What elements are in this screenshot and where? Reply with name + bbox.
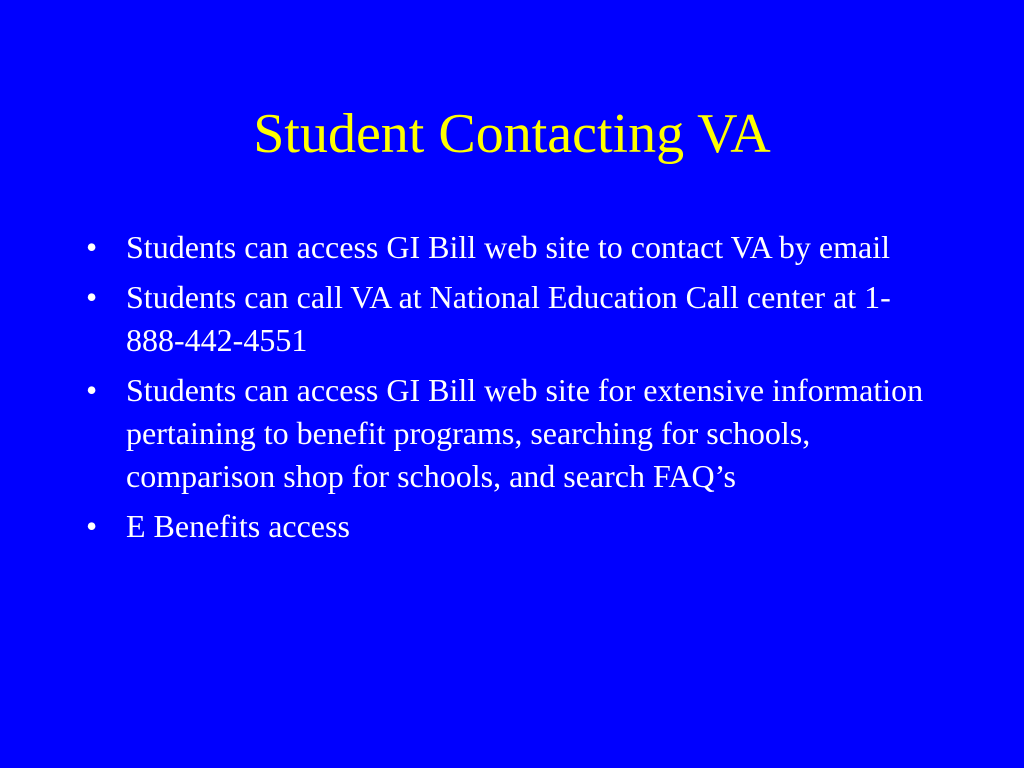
bullet-list bbox=[86, 226, 946, 555]
bullet-dot: • bbox=[86, 508, 98, 544]
bullet-item bbox=[86, 226, 946, 269]
bullet-dot: • bbox=[86, 279, 98, 315]
bullet-dot: • bbox=[86, 229, 98, 265]
bullet-text: Students can access GI Bill web site for extensive information pertaining to benefit programs, searching for schools, comparison shop for schools, and search FAQ’s bbox=[126, 372, 924, 494]
bullet-text: E Benefits access bbox=[126, 508, 350, 544]
bullet-item bbox=[86, 276, 946, 362]
bullet-text: Students can call VA at National Education Call center at 1-888-442-4551 bbox=[126, 279, 891, 358]
slide-title: Student Contacting VA bbox=[253, 103, 771, 165]
bullet-item bbox=[86, 369, 946, 498]
bullet-dot: • bbox=[86, 372, 98, 408]
bullet-text: Students can access GI Bill web site to contact VA by email bbox=[126, 229, 890, 265]
bullet-item bbox=[86, 505, 946, 548]
